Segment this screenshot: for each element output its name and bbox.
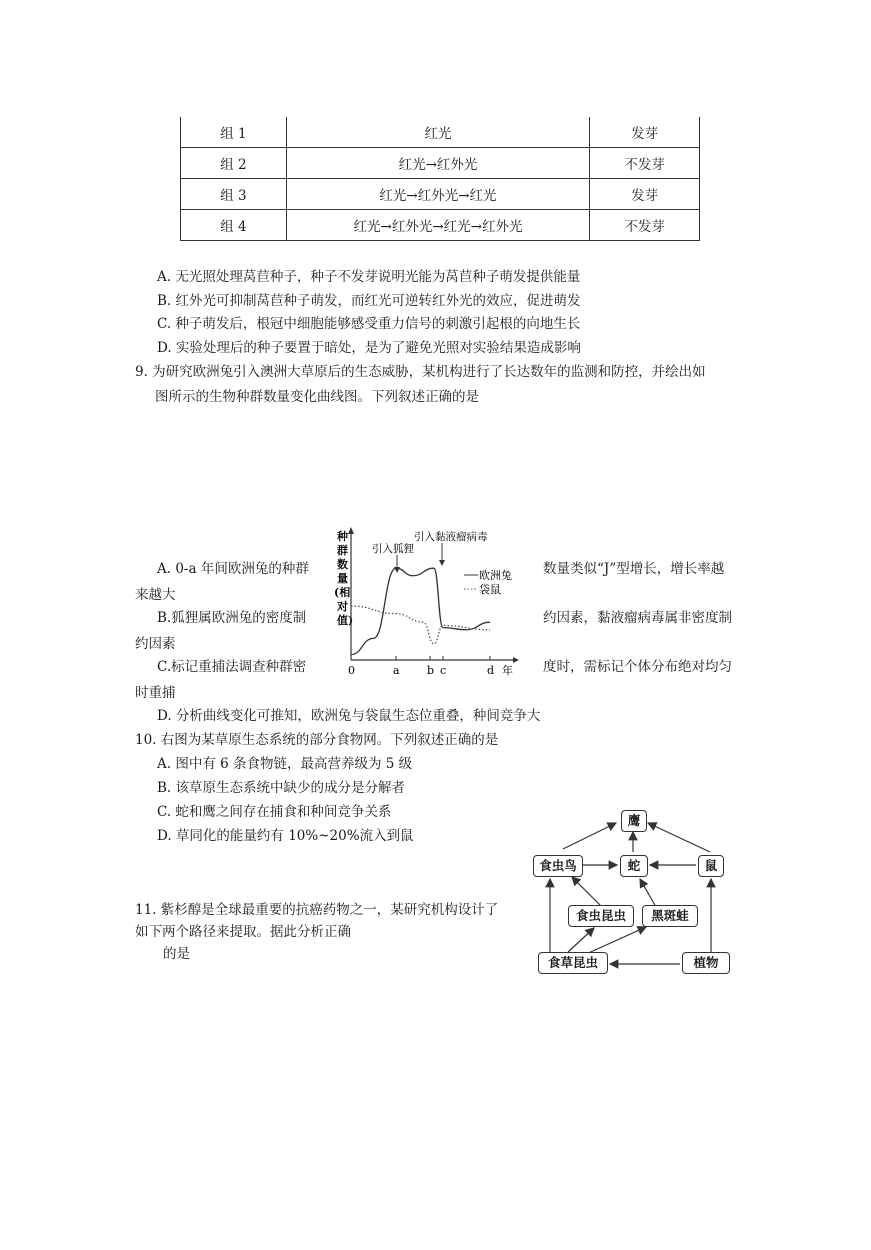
y-label-2: 群 bbox=[337, 544, 348, 557]
q10-option-a: A. 图中有 6 条食物链，最高营养级为 5 级 bbox=[157, 756, 413, 772]
y-label-5: (相 bbox=[334, 586, 351, 599]
experiment-table bbox=[180, 117, 700, 241]
table-row bbox=[181, 148, 700, 179]
q10-option-c: C. 蛇和鹰之间存在捕食和种间竞争关系 bbox=[157, 804, 392, 820]
annotation-fox: 引入狐狸 bbox=[372, 543, 414, 555]
table-cell-result: 发芽 bbox=[590, 117, 700, 148]
table-cell-result: 不发芽 bbox=[590, 148, 700, 179]
table-cell-treatment: 红光 bbox=[286, 117, 589, 148]
y-label-4: 量 bbox=[337, 572, 348, 585]
table-row bbox=[181, 117, 700, 148]
arrow-herb-frog bbox=[584, 927, 646, 955]
node-frog: 黑斑蛙 bbox=[642, 905, 698, 927]
table-cell-group: 组 2 bbox=[181, 148, 287, 179]
y-label-3: 数 bbox=[337, 558, 348, 571]
x-axis-arrow bbox=[513, 657, 519, 663]
q9-stem-line1: 9. 为研究欧洲兔引入澳洲大草原后的生态威胁，某机构进行了长达数年的监测和防控，并绘出如 bbox=[135, 364, 706, 380]
q9-option-d: D. 分析曲线变化可推知，欧洲兔与袋鼠生态位重叠，种间竞争大 bbox=[157, 708, 541, 724]
table-cell-group: 组 1 bbox=[181, 117, 287, 148]
annotation-virus: 引入黏液瘤病毒 bbox=[414, 531, 488, 543]
q9-option-b-left: B.狐狸属欧洲兔的密度制 bbox=[157, 610, 307, 626]
table-cell-result: 发芽 bbox=[590, 179, 700, 210]
q9-option-c-left: C.标记重捕法调查种群密 bbox=[157, 659, 307, 675]
q9-option-b-cont: 约因素 bbox=[135, 636, 176, 652]
q9-option-c-cont: 时重捕 bbox=[135, 685, 176, 701]
legend-kangaroo: 袋鼠 bbox=[479, 583, 501, 596]
q9-stem-line2: 图所示的生物种群数量变化曲线图。下列叙述正确的是 bbox=[155, 389, 479, 405]
q10-options bbox=[157, 752, 414, 848]
arrow-mouse-eagle bbox=[648, 823, 710, 852]
table-row bbox=[181, 210, 700, 241]
x-tick-label: a bbox=[393, 664, 400, 677]
y-label-1: 种 bbox=[337, 530, 348, 543]
q9-option-c-right: 度时，需标记个体分布绝对均匀 bbox=[543, 659, 732, 675]
arrow-frog-snake bbox=[640, 879, 656, 907]
table-cell-treatment: 红光→红外光→红光 bbox=[286, 179, 589, 210]
y-axis-arrow bbox=[348, 527, 354, 534]
q11-stem bbox=[135, 899, 498, 965]
y-label-6: 对 bbox=[337, 600, 348, 613]
table-cell-group: 组 3 bbox=[181, 179, 287, 210]
arrow-insect-bird bbox=[572, 877, 600, 905]
q8-option-c: C. 种子萌发后，根冠中细胞能够感受重力信号的刺激引起根的向地生长 bbox=[157, 316, 581, 332]
x-tick-label: d bbox=[487, 664, 495, 677]
table-row bbox=[181, 179, 700, 210]
table-cell-group: 组 4 bbox=[181, 210, 287, 241]
q9-option-b-right: 约因素，黏液瘤病毒属非密度制 bbox=[543, 610, 732, 626]
x-tick-label: 0 bbox=[348, 664, 355, 677]
node-snake: 蛇 bbox=[620, 855, 648, 877]
annotation-virus-arrowhead bbox=[439, 560, 445, 566]
x-tick-label: c bbox=[440, 664, 447, 677]
q9-option-a-right: 数量类似“J”型增长，增长率越 bbox=[543, 561, 725, 577]
q9-option-a-left: A. 0-a 年间欧洲兔的种群 bbox=[157, 561, 309, 577]
table-cell-treatment: 红光→红外光 bbox=[286, 148, 589, 179]
population-chart bbox=[318, 522, 528, 682]
node-insectivorous-bird: 食虫鸟 bbox=[533, 855, 583, 877]
y-label-7: 值) bbox=[337, 614, 354, 627]
legend-rabbit: 欧洲兔 bbox=[479, 569, 512, 582]
q8-option-d: D. 实验处理后的种子要置于暗处，是为了避免光照对实验结果造成影响 bbox=[157, 339, 581, 356]
q11-line3: 的是 bbox=[163, 946, 190, 962]
annotation-fox-arrowhead bbox=[394, 567, 400, 573]
q10-stem: 10. 右图为某草原生态系统的部分食物网。下列叙述正确的是 bbox=[135, 732, 499, 748]
q8-option-b: B. 红外光可抑制莴苣种子萌发，而红光可逆转红外光的效应，促进萌发 bbox=[157, 292, 581, 309]
node-mouse: 鼠 bbox=[698, 855, 724, 877]
series-line-欧洲兔 bbox=[351, 568, 490, 654]
q8-options bbox=[157, 266, 581, 360]
q11-line2: 如下两个路径来提取。据此分析正确 bbox=[135, 924, 351, 940]
node-eagle: 鹰 bbox=[621, 810, 647, 832]
node-herbivorous-insect: 食草昆虫 bbox=[538, 952, 608, 974]
table-cell-treatment: 红光→红外光→红光→红外光 bbox=[286, 210, 589, 241]
q9-option-a-cont: 来越大 bbox=[135, 587, 176, 603]
q8-option-a: A. 无光照处理莴苣种子，种子不发芽说明光能为莴苣种子萌发提供能量 bbox=[157, 269, 581, 285]
q10-option-b: B. 该草原生态系统中缺少的成分是分解者 bbox=[157, 780, 406, 796]
x-axis-label: 年 bbox=[502, 664, 513, 677]
arrow-herb-insect bbox=[568, 928, 594, 952]
table-cell-result: 不发芽 bbox=[590, 210, 700, 241]
node-plant: 植物 bbox=[682, 952, 730, 974]
x-tick-label: b bbox=[427, 664, 435, 677]
arrow-bird-eagle bbox=[563, 823, 616, 849]
node-insectivorous-insect: 食虫昆虫 bbox=[568, 905, 634, 927]
q9-stem bbox=[135, 360, 706, 410]
q11-line1: 11. 紫杉醇是全球最重要的抗癌药物之一，某研究机构设计了 bbox=[135, 902, 499, 918]
q10-option-d: D. 草同化的能量约有 10%~20%流入到鼠 bbox=[157, 828, 414, 844]
